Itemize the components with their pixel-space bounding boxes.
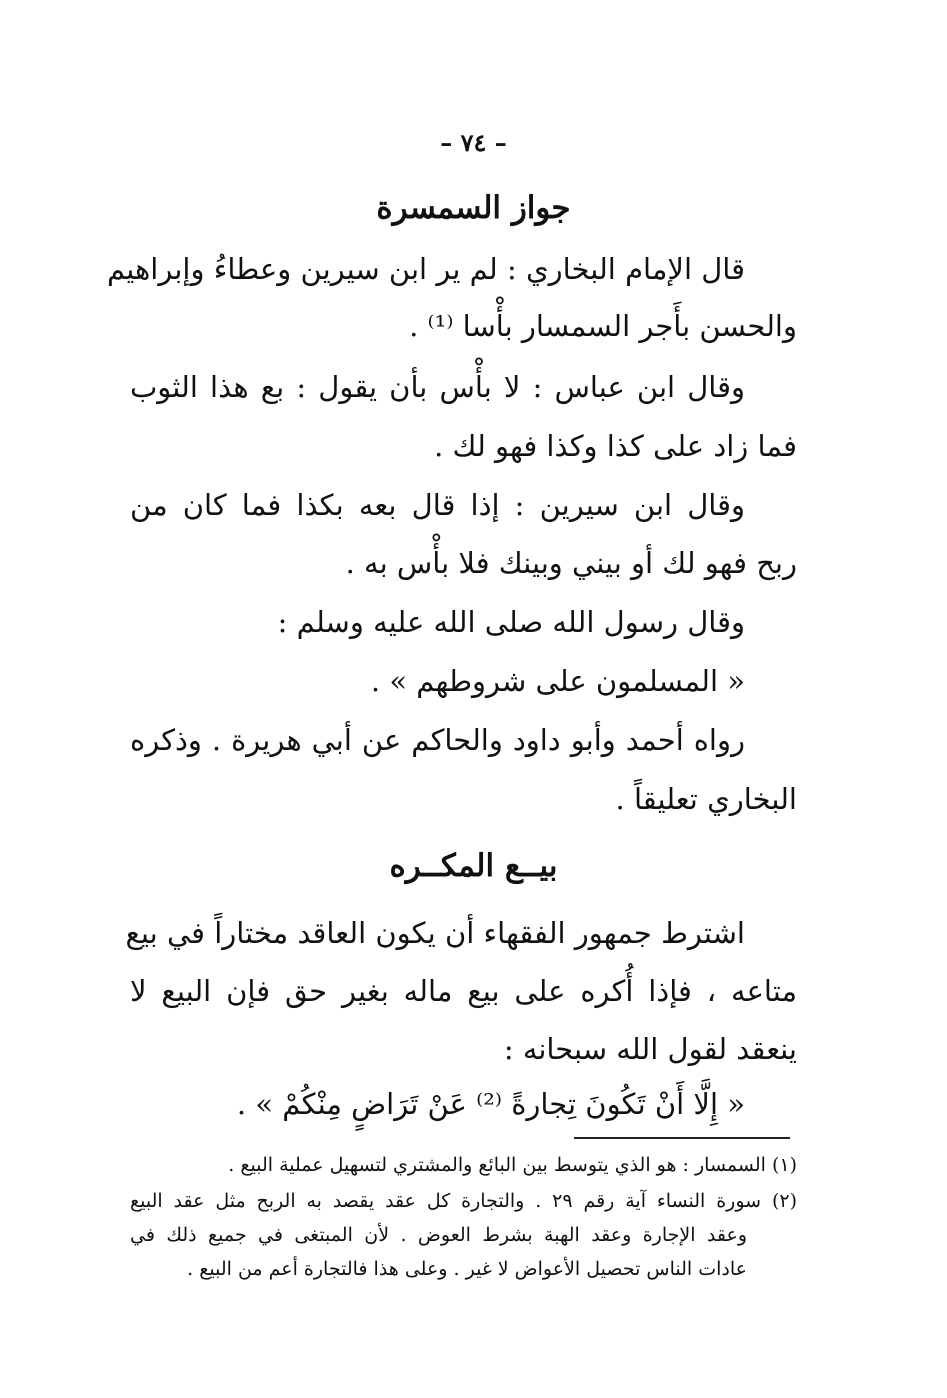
footnote-1: (١) السمسار : هو الذي يتوسط بين البائع والمشتري لتسهيل عملية البيع . bbox=[228, 1154, 797, 1176]
paragraph-line: ربح فهو لك أو بيني وبينك فلا بأْس به . bbox=[345, 546, 797, 580]
footnote-2: (٢) سورة النساء آية رقم ٢٩ . والتجارة كل عقد يقصد به الربح مثل عقد البيع bbox=[130, 1190, 798, 1212]
hadith-intro-line: وقال رسول الله صلى الله عليه وسلم : bbox=[277, 605, 745, 639]
footnote-2-continued: وعقد الإجارة وعقد الهبة بشرط العوض . لأن المبتغى في جميع ذلك في bbox=[130, 1224, 747, 1246]
paragraph-line: اشترط جمهور الفقهاء أن يكون العاقد مختاراً في بيع bbox=[125, 916, 745, 950]
footnote-separator bbox=[574, 1137, 790, 1139]
paragraph-line: متاعه ، فإذا أُكره على بيع ماله بغير حق فإن البيع لا bbox=[130, 974, 797, 1008]
paragraph-line: قال الإمام البخاري : لم ير ابن سيرين وعطاءُ وإبراهيم bbox=[106, 252, 745, 286]
paragraph-line: وقال ابن عباس : لا بأْس بأن يقول : بع هذا الثوب bbox=[130, 370, 745, 404]
paragraph-line: والحسن بأَجر السمسار بأْسا ⁽¹⁾ . bbox=[409, 309, 797, 343]
footnote-2-continued: عادات الناس تحصيل الأعواض لا غير . وعلى هذا فالتجارة أعم من البيع . bbox=[187, 1258, 747, 1280]
page-number: – ٧٤ – bbox=[440, 128, 507, 157]
paragraph-line: ينعقد لقول الله سبحانه : bbox=[503, 1032, 797, 1066]
section-heading-brokerage: جواز السمسرة bbox=[376, 190, 571, 226]
hadith-quote: « المسلمون على شروطهم » . bbox=[370, 664, 745, 698]
paragraph-line: رواه أحمد وأبو داود والحاكم عن أبي هريرة . وذكره bbox=[130, 723, 745, 757]
paragraph-line: وقال ابن سيرين : إذا قال بعه بكذا فما كان من bbox=[130, 488, 745, 522]
paragraph-line: البخاري تعليقاً . bbox=[615, 782, 797, 816]
paragraph-line: فما زاد على كذا وكذا فهو لك . bbox=[434, 429, 797, 463]
section-heading-coerced-sale: بيــع المكــره bbox=[389, 848, 558, 884]
quran-verse-quote: « إِلَّا أَنْ تَكُونَ تِجارةً ⁽²⁾ عَنْ تَرَاضٍ مِنْكُمْ » . bbox=[236, 1087, 745, 1121]
